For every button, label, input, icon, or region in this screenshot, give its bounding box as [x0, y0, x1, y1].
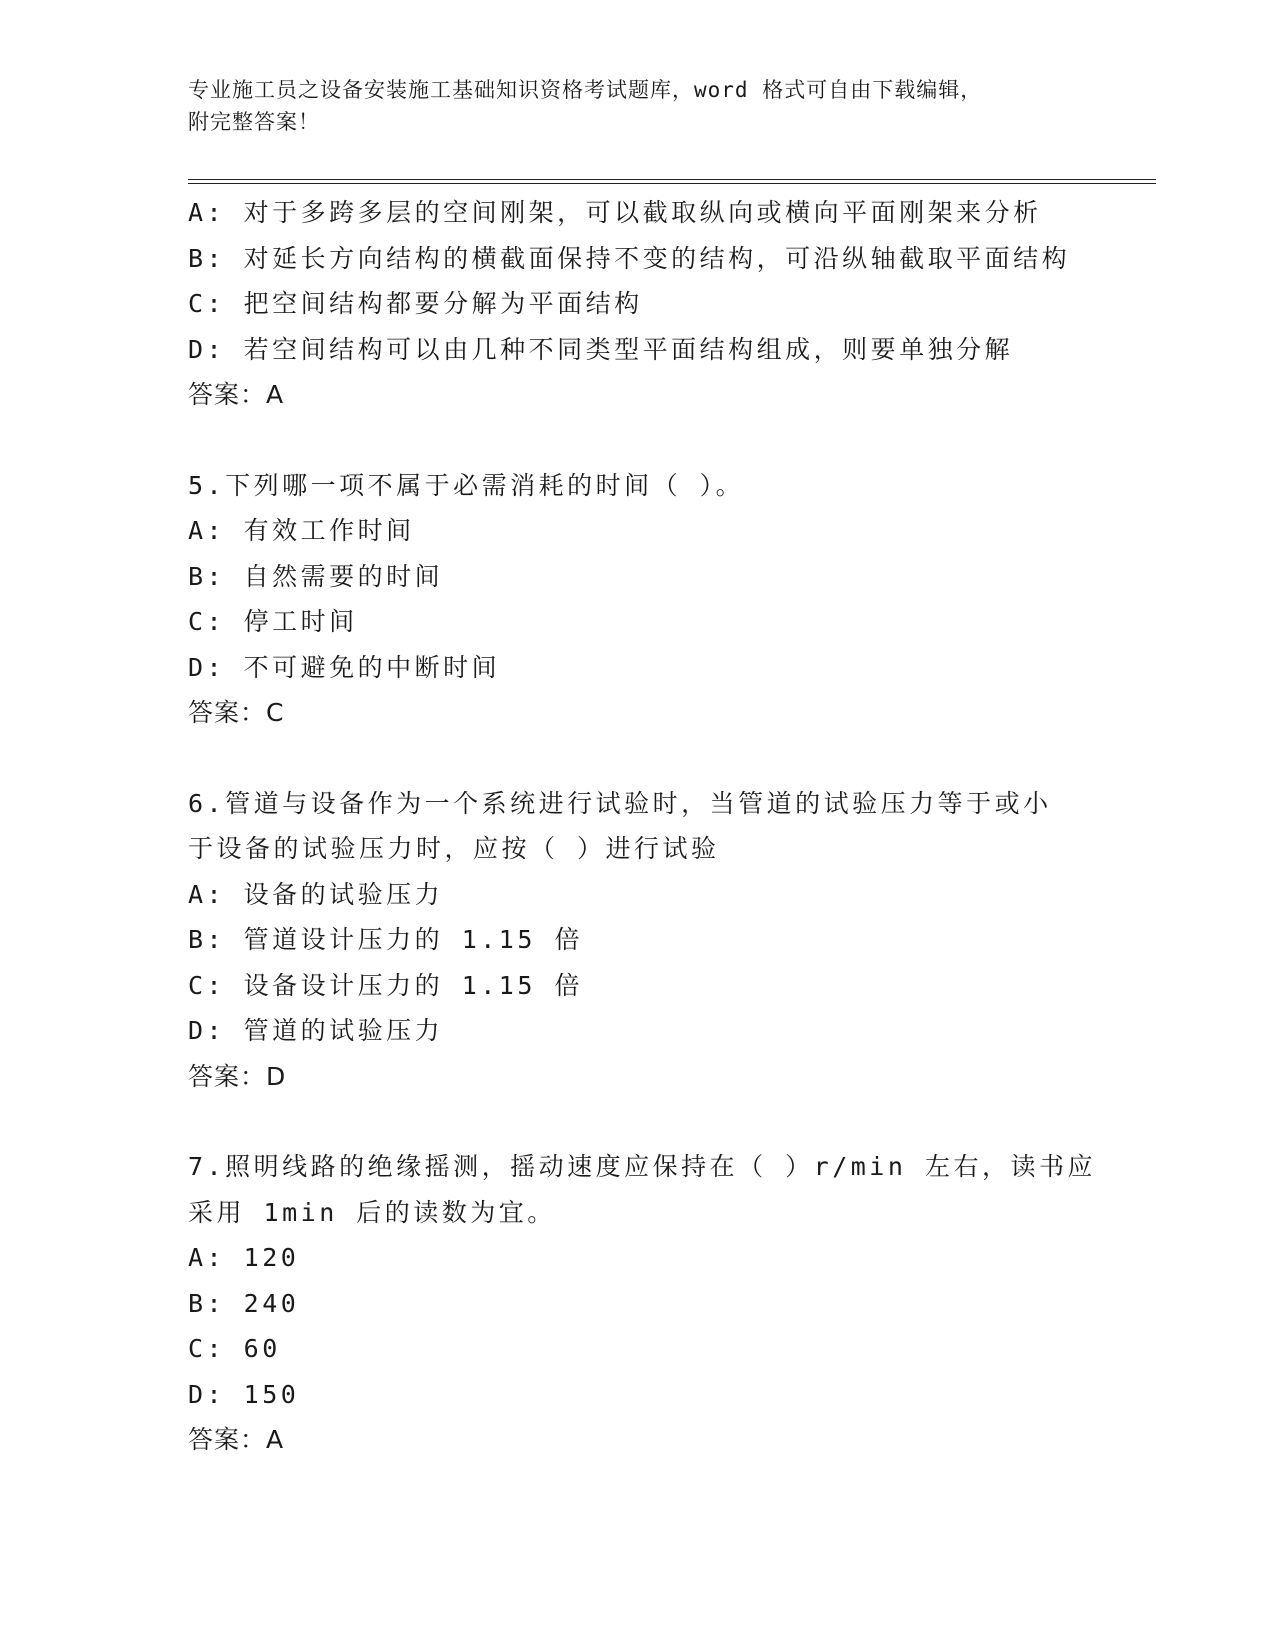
question-stem-continued: 采用 1min 后的读数为宜。 [188, 1197, 556, 1227]
question-4 [188, 190, 1088, 418]
option-c: C: 把空间结构都要分解为平面结构 [188, 289, 643, 318]
question-list [188, 190, 1096, 1463]
spacer [188, 736, 1088, 781]
option-a: A: 有效工作时间 [188, 516, 415, 545]
option-d: D: 若空间结构可以由几种不同类型平面结构组成，则要单独分解 [188, 334, 1014, 364]
answer-line: 答案：C [188, 698, 285, 727]
question-stem: 6.管道与设备作为一个系统进行试验时，当管道的试验压力等于或小 [188, 788, 1052, 818]
header-title-line-2: 附完整答案！ [188, 110, 320, 134]
header-divider-top [188, 179, 1156, 180]
question-stem: 5.下列哪一项不属于必需消耗的时间（ ）。 [188, 470, 745, 500]
header-divider-bottom [188, 183, 1156, 184]
option-d: D: 不可避免的中断时间 [188, 652, 501, 682]
question-stem-continued: 于设备的试验压力时，应按（ ）进行试验 [188, 834, 720, 863]
option-a: A: 120 [188, 1243, 300, 1272]
option-c: C: 停工时间 [188, 607, 358, 636]
question-7 [188, 1144, 1096, 1463]
answer-line: 答案：A [188, 380, 285, 409]
answer-line: 答案：A [188, 1425, 285, 1454]
option-b: B: 管道设计压力的 1.15 倍 [188, 925, 583, 954]
question-stem: 7.照明线路的绝缘摇测，摇动速度应保持在（ ）r/min 左右，读书应 [188, 1152, 1096, 1181]
option-b: B: 自然需要的时间 [188, 561, 444, 591]
answer-line: 答案：D [188, 1061, 287, 1091]
option-b: B: 240 [188, 1288, 300, 1318]
option-a: A: 设备的试验压力 [188, 879, 444, 909]
question-6 [188, 781, 1088, 1100]
header-title-line-1: 专业施工员之设备安装施工基础知识资格考试题库，word 格式可自由下载编辑， [188, 78, 983, 102]
option-c: C: 60 [188, 1334, 281, 1363]
option-c: C: 设备设计压力的 1.15 倍 [188, 970, 583, 1000]
option-d: D: 150 [188, 1379, 300, 1409]
spacer [188, 418, 1088, 463]
spacer [188, 1099, 1088, 1144]
document-header [188, 74, 1088, 138]
option-b: B: 对延长方向结构的横截面保持不变的结构，可沿纵轴截取平面结构 [188, 243, 1071, 273]
question-5 [188, 463, 1088, 736]
option-d: D: 管道的试验压力 [188, 1016, 444, 1045]
option-a: A: 对于多跨多层的空间刚架，可以截取纵向或横向平面刚架来分析 [188, 198, 1042, 227]
